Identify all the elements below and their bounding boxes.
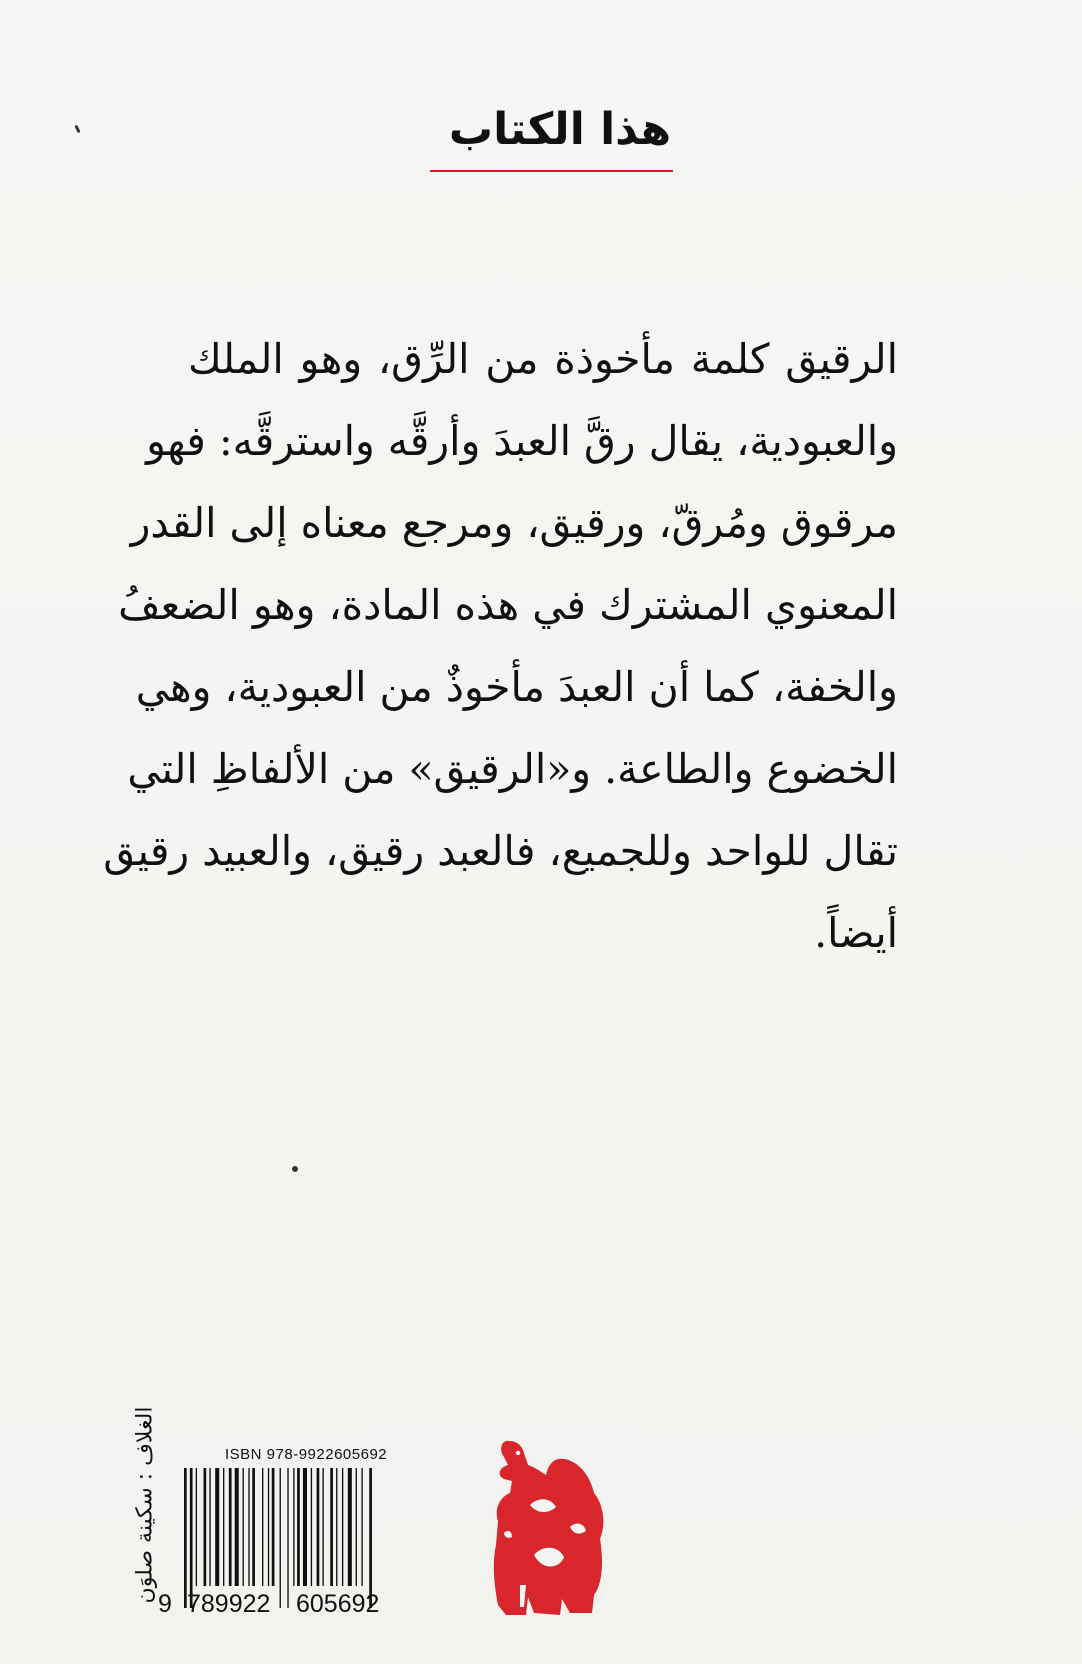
- barcode-bar: [248, 1468, 249, 1586]
- barcode-bar: [235, 1468, 239, 1586]
- barcode-bar: [311, 1468, 312, 1586]
- barcode-bar: [330, 1468, 333, 1586]
- barcode-bar: [204, 1468, 207, 1586]
- blurb-line: والعبودية، يقال رقَّ العبدَ وأرقَّه واسترقَّه: فهو: [146, 417, 898, 465]
- blurb-paragraph: [103, 318, 898, 974]
- barcode-bar: [190, 1468, 193, 1608]
- barcode-bar: [196, 1468, 197, 1586]
- barcode-bar: [229, 1468, 232, 1586]
- page-title: هذا الكتاب: [448, 104, 672, 155]
- barcode-bar: [369, 1468, 372, 1608]
- barcode-bar: [272, 1468, 275, 1586]
- barcode-bar: [287, 1468, 288, 1608]
- isbn-label: ISBN 978-9922605692: [225, 1446, 388, 1463]
- barcode-bar: [252, 1468, 255, 1586]
- blurb-line: والخفة، كما أن العبدَ مأخوذٌ من العبودية، وهي: [135, 663, 898, 711]
- barcode-digit-group: 605692: [296, 1590, 380, 1618]
- barcode-bar: [361, 1468, 362, 1586]
- blurb-line: الخضوع والطاعة. و«الرقيق» من الألفاظِ التي: [127, 745, 898, 793]
- paper-speck: [74, 125, 80, 134]
- barcode-digit-group: 9: [158, 1590, 172, 1618]
- barcode-bar: [293, 1468, 294, 1586]
- blurb-line: تقال للواحد وللجميع، فالعبد رقيق، والعبيد رقيق: [103, 827, 898, 875]
- barcode-bar: [297, 1468, 300, 1586]
- title-underline: [430, 170, 673, 172]
- barcode-bar: [356, 1468, 357, 1586]
- barcode-bar: [303, 1468, 307, 1586]
- barcode-bar: [209, 1468, 210, 1586]
- camel-rider-logo-icon: [490, 1435, 608, 1620]
- barcode-bar: [262, 1468, 263, 1586]
- barcode-bar: [348, 1468, 352, 1586]
- barcode-digit-group: 789922: [187, 1590, 271, 1618]
- cover-credit: الغلاف : سكينة صلوَن: [132, 1406, 158, 1604]
- barcode-bar: [322, 1468, 323, 1586]
- barcode-bar: [215, 1468, 219, 1586]
- paper-speck: [292, 1166, 298, 1172]
- blurb-line: أيضاً.: [814, 909, 898, 957]
- barcode-bar: [317, 1468, 320, 1586]
- blurb-line: مرقوق ومُرقّ، ورقيق، ومرجع معناه إلى القدر: [130, 499, 898, 547]
- barcode-bar: [342, 1468, 343, 1586]
- blurb-line: المعنوي المشترك في هذه المادة، وهو الضعفُ: [118, 581, 898, 629]
- barcode-bar: [223, 1468, 224, 1586]
- barcode-bar: [243, 1468, 244, 1586]
- barcode-bar: [336, 1468, 337, 1586]
- barcode-bar: [280, 1468, 281, 1608]
- barcode-bar: [184, 1468, 187, 1608]
- blurb-line: الرقيق كلمة مأخوذة من الرِّق، وهو الملك: [188, 335, 898, 383]
- barcode-bar: [268, 1468, 269, 1586]
